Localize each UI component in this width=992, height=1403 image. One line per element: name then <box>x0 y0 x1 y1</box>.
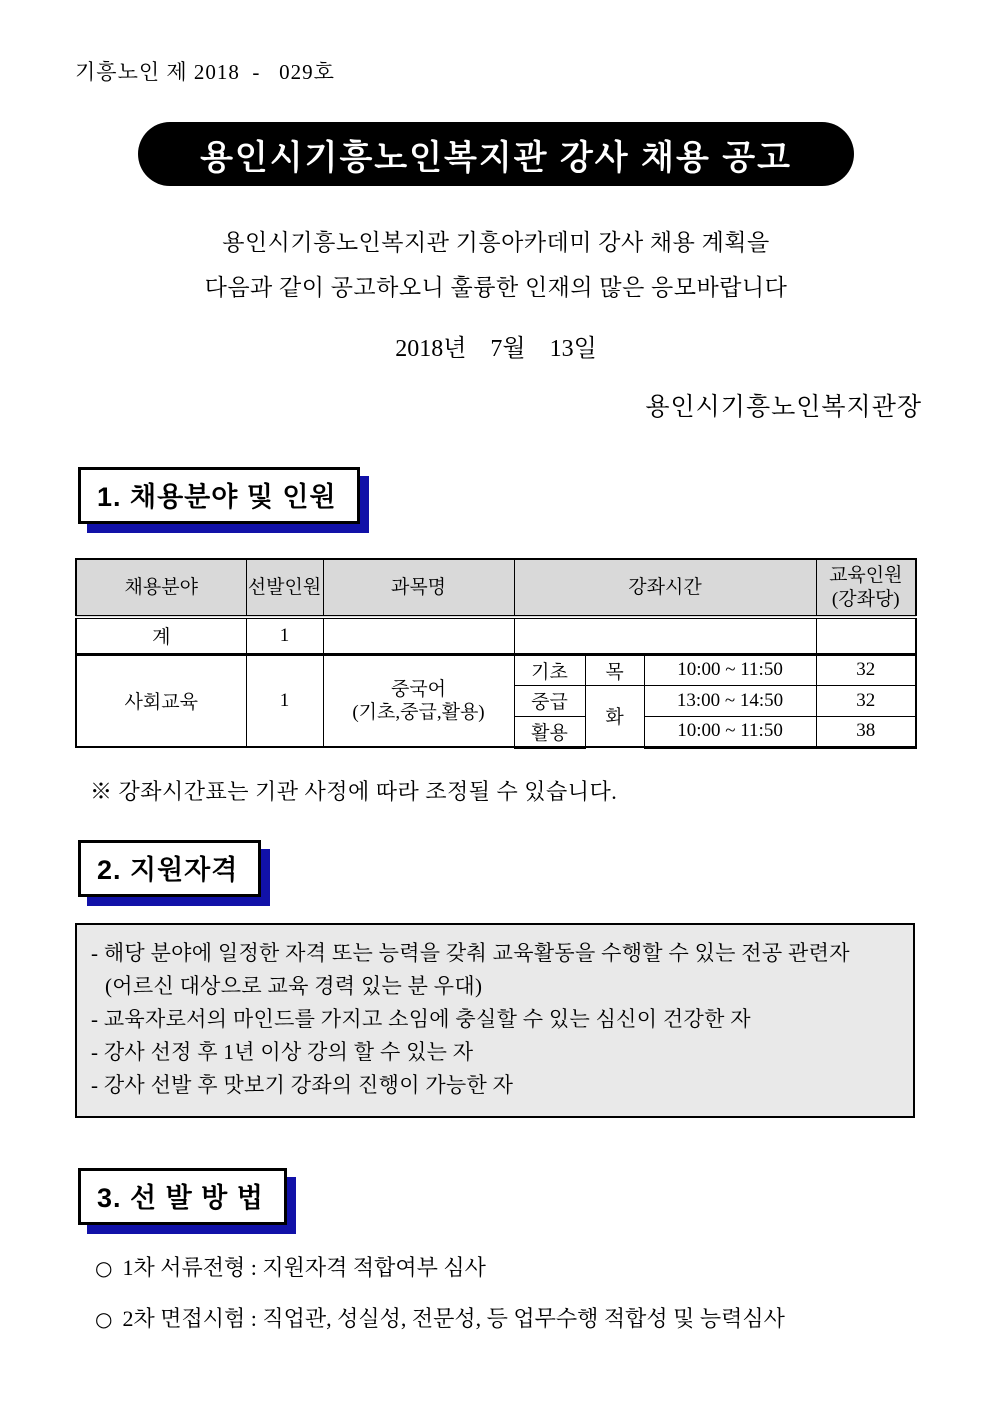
level-cell: 기초 <box>514 654 585 685</box>
requirements-box <box>75 923 915 1118</box>
section-3-heading: 3. 선 발 방 법 <box>78 1168 287 1225</box>
selection-method-list <box>95 1251 992 1333</box>
requirement-line: - 강사 선정 후 1년 이상 강의 할 수 있는 자 <box>91 1039 474 1064</box>
page-title: 용인시기흥노인복지관 강사 채용 공고 <box>200 138 792 177</box>
recruitment-table <box>75 558 917 749</box>
level-cell: 중급 <box>514 685 585 716</box>
header-capacity-line1: 교육인원 <box>829 564 903 586</box>
section-2-heading: 2. 지원자격 <box>78 840 261 897</box>
intro-block <box>0 220 992 363</box>
list-item <box>95 1302 992 1333</box>
method-item-text: 1차 서류전형 : 지원자격 적합여부 심사 <box>122 1254 486 1280</box>
requirement-line: - 해당 분야에 일정한 자격 또는 능력을 갖춰 교육활동을 수행할 수 있는 전공 관련자 <box>91 940 850 965</box>
signature-line: 용인시기흥노인복지관장 <box>645 394 922 421</box>
requirement-line: - 교육자로서의 마인드를 가지고 소임에 충실할 수 있는 심신이 건강한 자 <box>91 1006 751 1031</box>
day-cell: 목 <box>585 654 644 685</box>
circle-bullet-icon: ○ <box>95 1306 113 1331</box>
day-cell: 화 <box>585 685 644 747</box>
capacity-cell: 38 <box>816 716 916 747</box>
list-item <box>95 1251 992 1282</box>
intro-line-2: 다음과 같이 공고하오니 훌륭한 인재의 많은 응모바랍니다 <box>204 275 788 300</box>
count-cell: 1 <box>246 654 323 747</box>
section-1-heading: 1. 채용분야 및 인원 <box>78 467 360 524</box>
circle-bullet-icon: ○ <box>95 1255 113 1280</box>
time-cell: 13:00 ~ 14:50 <box>644 685 816 716</box>
header-capacity-line2: (강좌당) <box>831 588 900 610</box>
method-item-text: 2차 면접시험 : 직업관, 성실성, 전문성, 등 업무수행 적합성 및 능력심사 <box>122 1305 785 1331</box>
subject-line1: 중국어 <box>390 678 447 700</box>
capacity-cell: 32 <box>816 654 916 685</box>
table-row <box>76 617 916 654</box>
announcement-date: 2018년 7월 13일 <box>395 336 597 362</box>
document-number: 기흥노인 제 2018 - 029호 <box>75 60 335 84</box>
total-time-cell <box>514 617 816 654</box>
category-cell: 사회교육 <box>76 654 246 747</box>
table-header-row <box>76 559 916 617</box>
total-category-cell: 계 <box>76 617 246 654</box>
total-subject-cell <box>323 617 514 654</box>
header-time: 강좌시간 <box>514 559 816 617</box>
subject-line2: (기초,중급,활용) <box>352 701 485 723</box>
header-capacity <box>816 559 916 617</box>
capacity-cell: 32 <box>816 685 916 716</box>
header-category: 채용분야 <box>76 559 246 617</box>
total-count-cell: 1 <box>246 617 323 654</box>
level-cell: 활용 <box>514 716 585 747</box>
intro-line-1: 용인시기흥노인복지관 기흥아카데미 강사 채용 계획을 <box>222 230 770 255</box>
time-cell: 10:00 ~ 11:50 <box>644 716 816 747</box>
requirement-line: - 강사 선발 후 맛보기 강좌의 진행이 가능한 자 <box>91 1072 514 1097</box>
table-row <box>76 654 916 685</box>
time-cell: 10:00 ~ 11:50 <box>644 654 816 685</box>
header-count: 선발인원 <box>246 559 323 617</box>
requirement-line: (어르신 대상으로 교육 경력 있는 분 우대) <box>105 973 483 998</box>
title-banner <box>138 122 854 186</box>
table-note: ※ 강좌시간표는 기관 사정에 따라 조정될 수 있습니다. <box>90 778 618 804</box>
total-capacity-cell <box>816 617 916 654</box>
subject-cell <box>323 654 514 747</box>
header-subject: 과목명 <box>323 559 514 617</box>
